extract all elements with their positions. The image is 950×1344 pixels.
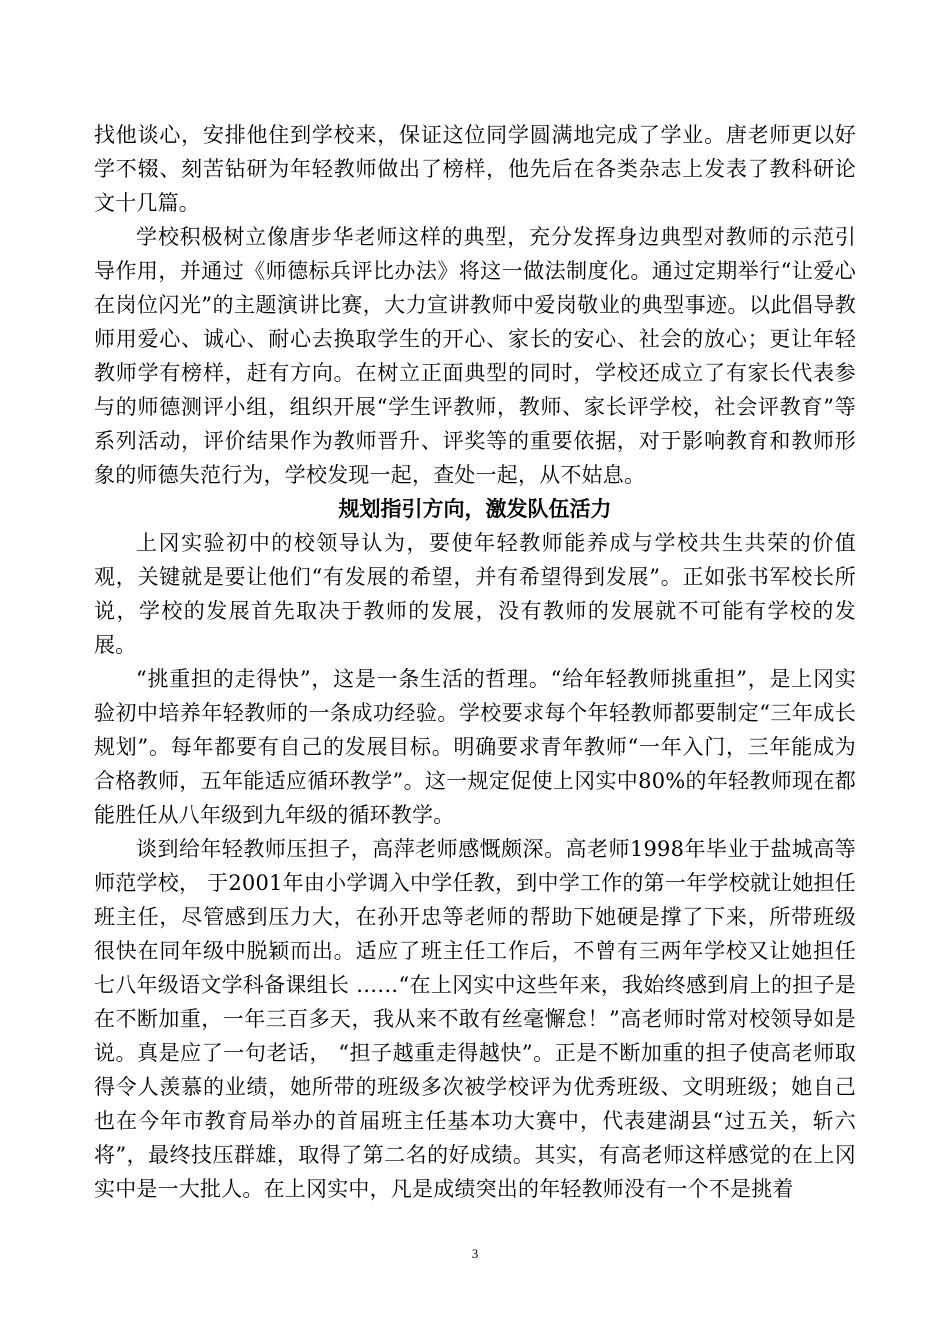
paragraph-continuation: 找他谈心，安排他住到学校来，保证这位同学圆满地完成了学业。唐老师更以好学不辍、刻苦钻研为年轻教师做出了榜样，他先后在各类杂志上发表了教科研论文十几篇。 <box>94 123 856 215</box>
paragraph-heavy-burden: “挑重担的走得快”，这是一条生活的哲理。“给年轻教师挑重担”，是上冈实验初中培养年轻教师的一条成功经验。学校要求每个年轻教师都要制定“三年成长规划”。每年都要有自己的发展目标。明确要求青年教师“一年入门，三年能成为合格教师，五年能适应循环教学”。这一规定促使上冈实中80%的年轻教师现在都能胜任从八年级到九年级的循环教学。 <box>94 667 856 827</box>
page-number: 3 <box>471 1246 479 1261</box>
section-heading: 规划指引方向，激发队伍活力 <box>338 497 612 521</box>
paragraph-development-values: 上冈实验初中的校领导认为，要使年轻教师能养成与学校共生共荣的价值观，关键就是要让他们“有发展的希望，并有希望得到发展”。正如张书军校长所说，学校的发展首先取决于教师的发展，没有教师的发展就不可能有学校的发展。 <box>94 531 856 657</box>
paragraph-gao-ping: 谈到给年轻教师压担子，高萍老师感慨颇深。高老师1998年毕业于盐城高等师范学校， 于2001年由小学调入中学任教，到中学工作的第一年学校就让她担任班主任，尽管感到压力大，在孙开忠等老师的帮助下她硬是撑了下来，所带班级很快在同年级中脱颖而出。适应了班主任工作后，不曾有三两年学校又让她担任七八年级语文学科备课组长 ……“在上冈实中这些年来，我始终感到肩上的担子是在不断加重，一年三百多天，我从来不敢有丝毫懈怠！”高老师时常对校领导如是说。真是应了一句老话， “担子越重走得越快”。正是不断加重的担子使高老师取得令人羡慕的业绩，她所带的班级多次被学校评为优秀班级、文明班级；她自己也在今年市教育局举办的首届班主任基本功大赛中，代表建湖县“过五关，斩六将”，最终技压群雄，取得了第二名的好成绩。其实，有高老师这样感觉的在上冈实中是一大批人。在上冈实中，凡是成绩突出的年轻教师没有一个不是挑着 <box>94 837 856 1201</box>
paragraph-model-teachers: 学校积极树立像唐步华老师这样的典型，充分发挥身边典型对教师的示范引导作用，并通过《师德标兵评比办法》将这一做法制度化。通过定期举行“让爱心在岗位闪光”的主题演讲比赛，大力宣讲教师中爱岗敬业的典型事迹。以此倡导教师用爱心、诚心、耐心去换取学生的开心、家长的安心、社会的放心；更让年轻教师学有榜样，赶有方向。在树立正面典型的同时，学校还成立了有家长代表参与的师德测评小组，组织开展“学生评教师，教师、家长评学校，社会评教育”等系列活动，评价结果作为教师晋升、评奖等的重要依据，对于影响教育和教师形象的师德失范行为，学校发现一起，查处一起，从不姑息。 <box>94 225 856 487</box>
document-body <box>94 118 856 1206</box>
